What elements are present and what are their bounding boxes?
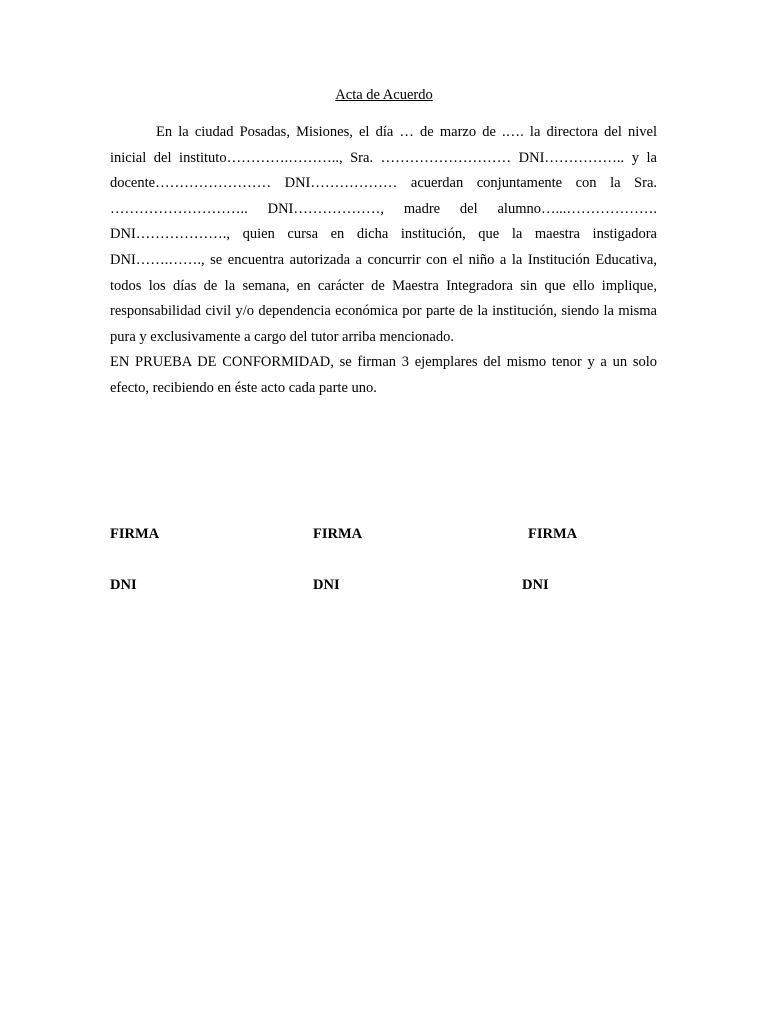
firma-label-2: FIRMA (313, 526, 363, 542)
firma-label-3: FIRMA (528, 526, 578, 542)
document-body (110, 120, 657, 402)
dni-label-2: DNI (313, 577, 340, 593)
conformity-paragraph: EN PRUEBA DE CONFORMIDAD, se firman 3 ejemplares del mismo tenor y a un solo efecto, recibiendo en éste acto cada parte uno. (110, 354, 657, 396)
dni-label-3: DNI (522, 577, 549, 593)
dni-label-1: DNI (110, 577, 137, 593)
document-title: Acta de Acuerdo (335, 87, 433, 103)
agreement-paragraph: En la ciudad Posadas, Misiones, el día … de marzo de .…. la directora del nivel inicial del instituto………….……….., Sra. ……………………… DNI…………….. y la docente…………………… DNI……………… acuerdan conjuntamente con la Sra. ……………………….. DNI………………, madre del alumno…...………………. DNI………………., quien cursa en dicha institución, que la maestra instigadora DNI…….……., se encuentra autorizada a concurrir con el niño a la Institución Educativa, todos los días de la semana, en carácter de Maestra Integradora sin que ello implique, responsabilidad civil y/o dependencia económica por parte de la institución, siendo la misma pura y exclusivamente a cargo del tutor arriba mencionado. (110, 124, 657, 345)
firma-label-1: FIRMA (110, 526, 160, 542)
